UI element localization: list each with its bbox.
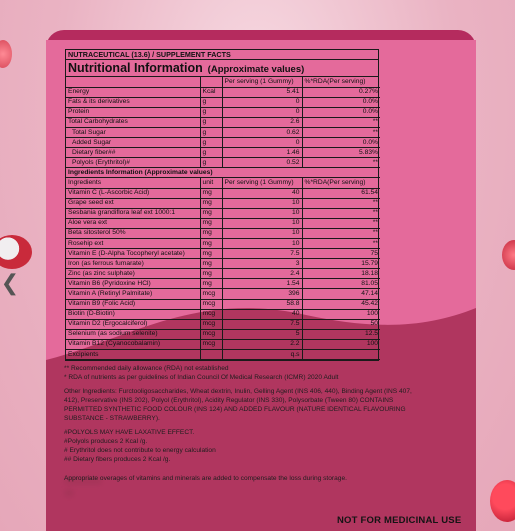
nutrient-name: Dietary fiber##: [66, 148, 200, 158]
nutrient-name: Protein: [66, 107, 200, 117]
ingredient-rda: [302, 350, 380, 360]
label-notes: [64, 364, 426, 483]
ingredient-name: Vitamin D2 (Ergocalciferol): [66, 319, 200, 329]
table-row: [66, 158, 380, 168]
ingredient-unit: mg: [200, 218, 222, 228]
nutrient-unit: g: [200, 158, 222, 168]
table-row: [66, 329, 380, 339]
nutrient-unit: Kcal: [200, 87, 222, 97]
ingredient-unit: mcg: [200, 339, 222, 349]
nutrient-value: 0.62: [222, 127, 302, 137]
nutrient-unit: g: [200, 107, 222, 117]
ingredient-unit: [200, 350, 222, 360]
nutrient-rda: 0.0%: [302, 138, 380, 148]
note-rda-guideline: * RDA of nutrients as per guidelines of Indian Council Of Medical Research (ICMR) 2020 Adult: [64, 374, 339, 381]
ingredient-rda: 100: [302, 339, 380, 349]
table-row: [66, 249, 380, 259]
ingredient-value: 10: [222, 218, 302, 228]
nutrient-rda: 0.0%: [302, 107, 380, 117]
ingredient-unit: mg: [200, 198, 222, 208]
ingredient-value: 7.5: [222, 319, 302, 329]
ingredient-name: Vitamin B9 (Folic Acid): [66, 299, 200, 309]
table-row: [66, 208, 380, 218]
ingredient-rda: 15.79: [302, 259, 380, 269]
ingredient-value: 10: [222, 239, 302, 249]
ingredient-unit: mg: [200, 208, 222, 218]
ingredient-unit: mcg: [200, 319, 222, 329]
ingredient-value: 10: [222, 198, 302, 208]
table-row: [66, 228, 380, 238]
column-header: [66, 77, 200, 87]
nutrient-unit: g: [200, 97, 222, 107]
ingredient-name: Vitamin B6 (Pyridoxine HCl): [66, 279, 200, 289]
nutrient-rda: 5.83%: [302, 148, 380, 158]
ingredient-value: 10: [222, 208, 302, 218]
ingredient-name: Excipients: [66, 350, 200, 360]
table-row: [66, 289, 380, 299]
column-header: %*RDA(Per serving): [302, 77, 380, 87]
ingredient-rda: 47.14: [302, 289, 380, 299]
table-row: [66, 117, 380, 127]
table-row: [66, 107, 380, 117]
ingredient-name: Biotin (D-Biotin): [66, 309, 200, 319]
label-title: Nutritional Information: [68, 61, 203, 75]
ingredient-unit: mcg: [200, 329, 222, 339]
nutrient-name: Fats & its derivatives: [66, 97, 200, 107]
table-row: [66, 269, 380, 279]
ingredient-value: 5: [222, 329, 302, 339]
ingredient-name: Vitamin B12 (Cyanocobalamin): [66, 339, 200, 349]
nutrient-unit: g: [200, 127, 222, 137]
nutrient-rda: 0.0%: [302, 97, 380, 107]
table-row: [66, 188, 380, 198]
table-row: [66, 148, 380, 158]
ingredient-unit: mg: [200, 279, 222, 289]
ingredient-name: Aloe vera ext: [66, 218, 200, 228]
ingredient-unit: mg: [200, 239, 222, 249]
ingredient-rda: **: [302, 198, 380, 208]
note-polyols-warning: #POLYOLS MAY HAVE LAXATIVE EFFECT.: [64, 429, 195, 436]
table-row: [66, 239, 380, 249]
nutrient-name: Energy: [66, 87, 200, 97]
nutrient-unit: g: [200, 138, 222, 148]
nutrient-rda: **: [302, 158, 380, 168]
ingredient-name: Sesbania grandiflora leaf ext 1000:1: [66, 208, 200, 218]
nutrient-rda: 0.27%: [302, 87, 380, 97]
table-header-row: [66, 77, 380, 87]
ingredient-unit: mg: [200, 228, 222, 238]
label-title-row: [66, 60, 378, 77]
column-header: unit: [200, 178, 222, 188]
column-header: Ingredients: [66, 178, 200, 188]
ingredient-name: Grape seed ext: [66, 198, 200, 208]
table-row: [66, 279, 380, 289]
nutrient-rda: **: [302, 127, 380, 137]
nutrient-value: 0.52: [222, 158, 302, 168]
ingredient-value: 40: [222, 309, 302, 319]
ingredient-name: Selenium (as sodium selenite): [66, 329, 200, 339]
ingredient-rda: 45.42: [302, 299, 380, 309]
ingredient-rda: **: [302, 239, 380, 249]
ingredient-unit: mcg: [200, 309, 222, 319]
ingredient-name: Zinc (as zinc sulphate): [66, 269, 200, 279]
ingredient-unit: mcg: [200, 289, 222, 299]
not-for-medicinal-use-text: NOT FOR MEDICINAL USE: [337, 515, 462, 526]
note-other-ingredients: Other Ingredients: Furctooligosaccharides, Wheat dextrin, Inulin, Gelling Agent (INS 406, 440), Binding Agent (INS 407, 412), Preservative (INS 202), Polyol (Erythritol), Acidity Regulator (INS 330), Polysorbate (Tween 80) CONTAINS PERMITTED SYNTHETIC FOOD COLOUR (INS 124) AND ADDED FLAVOUR (NATURE IDENTICAL FLAVOURING SUBSTANCE - STRAWBERRY).: [64, 388, 412, 422]
table-row: [66, 138, 380, 148]
table-row: [66, 218, 380, 228]
ingredient-name: Vitamin C (L-Ascorbic Acid): [66, 188, 200, 198]
ingredient-name: Iron (as ferrous fumarate): [66, 259, 200, 269]
nutrient-name: Total Sugar: [66, 127, 200, 137]
ingredient-value: 10: [222, 228, 302, 238]
ingredient-unit: mg: [200, 188, 222, 198]
table-row: [66, 319, 380, 329]
ingredient-rda: 50: [302, 319, 380, 329]
ingredient-name: Vitamin E (D-Alpha Tocopheryl acetate): [66, 249, 200, 259]
previous-image-button[interactable]: [0, 263, 20, 305]
nutrient-rda: **: [302, 117, 380, 127]
ingredient-rda: 61.54: [302, 188, 380, 198]
ingredient-rda: 100: [302, 309, 380, 319]
ingredient-value: 3: [222, 259, 302, 269]
table-row: [66, 259, 380, 269]
ingredient-value: 40: [222, 188, 302, 198]
label-header: NUTRACEUTICAL (13.6) / SUPPLEMENT FACTS: [66, 50, 378, 60]
ingredient-rda: 12.5: [302, 329, 380, 339]
table-row: [66, 127, 380, 137]
nutrient-name: Total Carbohydrates: [66, 117, 200, 127]
nutrient-value: 0: [222, 138, 302, 148]
label-title-sub: (Approximate values): [207, 64, 305, 75]
ingredient-value: 7.5: [222, 249, 302, 259]
ingredient-unit: mcg: [200, 299, 222, 309]
column-header: %*RDA(Per serving): [302, 178, 380, 188]
table-row: [66, 198, 380, 208]
note-rda-not-established: ** Recommended daily allowance (RDA) not established: [64, 365, 229, 372]
table-header-row: [66, 178, 380, 188]
table-row: [66, 87, 380, 97]
ingredients-section-title: Ingredients Information (Approximate values): [66, 168, 380, 178]
table-row: [66, 339, 380, 349]
ingredient-unit: mg: [200, 249, 222, 259]
note-overages: Appropriate overages of vitamins and minerals are added to compensate the loss during storage.: [64, 475, 347, 482]
nutrient-value: 0: [222, 97, 302, 107]
nutrient-value: 2.6: [222, 117, 302, 127]
ingredient-unit: mg: [200, 269, 222, 279]
section-header-row: [66, 168, 380, 178]
nutrition-table: [66, 77, 380, 360]
nutrient-name: Added Sugar: [66, 138, 200, 148]
ingredient-name: Beta sitosterol 50%: [66, 228, 200, 238]
nutrient-unit: g: [200, 117, 222, 127]
nutrition-facts-label: [65, 49, 379, 361]
nutrient-value: 0: [222, 107, 302, 117]
ingredient-rda: 81.05: [302, 279, 380, 289]
ingredient-rda: **: [302, 228, 380, 238]
ingredient-rda: **: [302, 218, 380, 228]
note-erythritol: # Erythritol does not contribute to energy calculation: [64, 447, 216, 454]
nutrient-value: 5.41: [222, 87, 302, 97]
ingredient-name: Rosehip ext: [66, 239, 200, 249]
nutrient-name: Polyols (Erythritol)#: [66, 158, 200, 168]
table-row: [66, 97, 380, 107]
chevron-left-icon: ❮: [0, 271, 20, 296]
column-header: Per serving (1 Gummy): [222, 77, 302, 87]
table-row: [66, 309, 380, 319]
column-header: Per serving (1 Gummy): [222, 178, 302, 188]
ingredient-value: q.s: [222, 350, 302, 360]
ingredient-name: Vitamin A (Retinyl Palmitate): [66, 289, 200, 299]
ingredient-rda: **: [302, 208, 380, 218]
nutrient-unit: g: [200, 148, 222, 158]
table-row: [66, 299, 380, 309]
ingredient-rda: 75: [302, 249, 380, 259]
ingredient-value: 58.8: [222, 299, 302, 309]
blur-overlay: [64, 489, 74, 497]
ingredient-rda: 18.18: [302, 269, 380, 279]
ingredient-value: 1.54: [222, 279, 302, 289]
ingredient-value: 2.2: [222, 339, 302, 349]
table-row: [66, 350, 380, 360]
ingredient-value: 2.4: [222, 269, 302, 279]
note-dietary-fiber: ## Dietary fibers produces 2 Kcal /g.: [64, 456, 171, 463]
ingredient-value: 396: [222, 289, 302, 299]
ingredient-unit: mg: [200, 259, 222, 269]
nutrient-value: 1.46: [222, 148, 302, 158]
column-header: [200, 77, 222, 87]
note-polyols-kcal: #Polyols produces 2 Kcal /g.: [64, 438, 148, 445]
